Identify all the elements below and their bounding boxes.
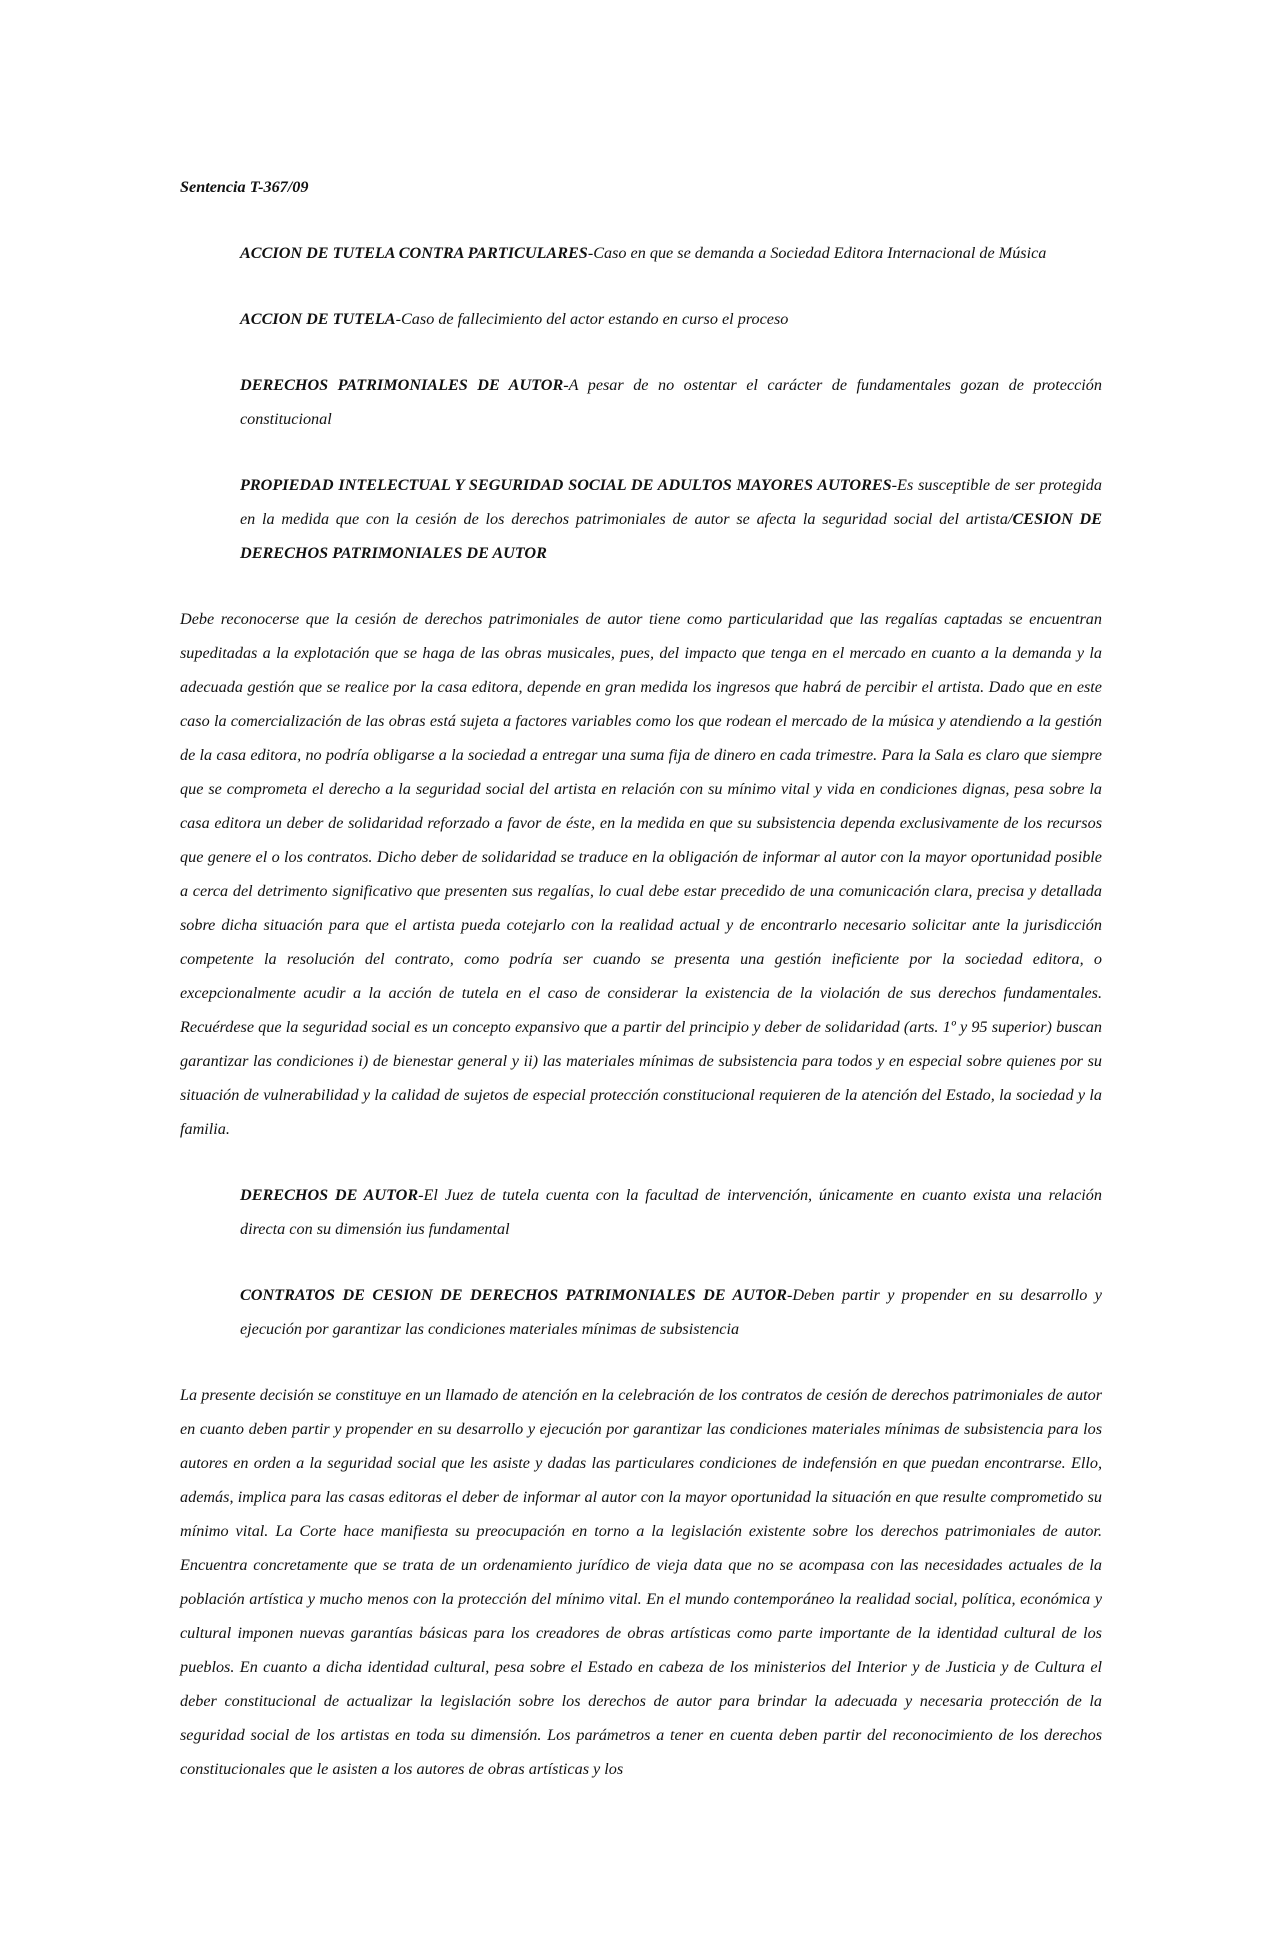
heading-text: -El Juez de tutela cuenta con la facultad de intervención, únicamente en cuanto exista una relación directa con su dimensión ius fundamental	[240, 1186, 1102, 1238]
heading-text: -Es susceptible de ser protegida en la medida que con la cesión de los derechos patrimoniales de autor se afecta la seguridad social del artista/	[240, 476, 1102, 528]
heading-item-1	[240, 236, 1102, 270]
heading-item-2	[240, 302, 1102, 336]
heading-term: ACCION DE TUTELA CONTRA PARTICULARES	[240, 244, 588, 262]
body-paragraph-1: Debe reconocerse que la cesión de derechos patrimoniales de autor tiene como particularidad que las regalías captadas se encuentran supeditadas a la explotación que se haga de las obras musicales, pues, del impacto que tenga en el mercado en cuanto a la demanda y la adecuada gestión que se realice por la casa editora, depende en gran medida los ingresos que habrá de percibir el artista. Dado que en este caso la comercialización de las obras está sujeta a factores variables como los que rodean el mercado de la música y atendiendo a la gestión de la casa editora, no podría obligarse a la sociedad a entregar una suma fija de dinero en cada trimestre. Para la Sala es claro que siempre que se comprometa el derecho a la seguridad social del artista en relación con su mínimo vital y vida en condiciones dignas, pesa sobre la casa editora un deber de solidaridad reforzado a favor de éste, en la medida en que su subsistencia dependa exclusivamente de los recursos que genere el o los contratos. Dicho deber de solidaridad se traduce en la obligación de informar al autor con la mayor oportunidad posible a cerca del detrimento significativo que presenten sus regalías, lo cual debe estar precedido de una comunicación clara, precisa y detallada sobre dicha situación para que el artista pueda cotejarlo con la realidad actual y de encontrarlo necesario solicitar ante la jurisdicción competente la resolución del contrato, como podría ser cuando se presenta una gestión ineficiente por la sociedad editora, o excepcionalmente acudir a la acción de tutela en el caso de considerar la existencia de la violación de sus derechos fundamentales. Recuérdese que la seguridad social es un concepto expansivo que a partir del principio y deber de solidaridad (arts. 1º y 95 superior) buscan garantizar las condiciones i) de bienestar general y ii) las materiales mínimas de subsistencia para todos y en especial sobre quienes por su situación de vulnerabilidad y la calidad de sujetos de especial protección constitucional requieren de la atención del Estado, la sociedad y la familia.	[180, 610, 1102, 1138]
document-page	[180, 170, 1102, 1818]
document-title: Sentencia T-367/09	[180, 178, 309, 196]
heading-term: ACCION DE TUTELA	[240, 310, 396, 328]
heading-term-secondary: CESION DE DERECHOS PATRIMONIALES DE AUTOR	[240, 510, 1103, 562]
heading-item-3	[240, 368, 1102, 436]
heading-term: DERECHOS DE AUTOR	[240, 1186, 419, 1204]
heading-term: DERECHOS PATRIMONIALES DE AUTOR	[240, 376, 564, 394]
heading-item-4	[240, 468, 1102, 570]
heading-item-6	[240, 1278, 1102, 1346]
heading-item-5	[240, 1178, 1102, 1246]
heading-text: -A pesar de no ostentar el carácter de fundamentales gozan de protección constitucional	[240, 376, 1102, 428]
heading-term: CONTRATOS DE CESION DE DERECHOS PATRIMONIALES DE AUTOR	[240, 1286, 787, 1304]
heading-text: -Caso en que se demanda a Sociedad Editora Internacional de Música	[587, 244, 1047, 262]
heading-term: PROPIEDAD INTELECTUAL Y SEGURIDAD SOCIAL DE ADULTOS MAYORES AUTORES	[240, 476, 892, 494]
heading-text: -Deben partir y propender en su desarrollo y ejecución por garantizar las condiciones materiales mínimas de subsistencia	[240, 1286, 1102, 1338]
body-paragraph-2: La presente decisión se constituye en un llamado de atención en la celebración de los contratos de cesión de derechos patrimoniales de autor en cuanto deben partir y propender en su desarrollo y ejecución por garantizar las condiciones materiales mínimas de subsistencia para los autores en orden a la seguridad social que les asiste y dadas las particulares condiciones de indefensión en que puedan encontrarse. Ello, además, implica para las casas editoras el deber de informar al autor con la mayor oportunidad la situación en que resulte comprometido su mínimo vital. La Corte hace manifiesta su preocupación en torno a la legislación existente sobre los derechos patrimoniales de autor. Encuentra concretamente que se trata de un ordenamiento jurídico de vieja data que no se acompasa con las necesidades actuales de la población artística y mucho menos con la protección del mínimo vital. En el mundo contemporáneo la realidad social, política, económica y cultural imponen nuevas garantías básicas para los creadores de obras artísticas como parte importante de la identidad cultural de los pueblos. En cuanto a dicha identidad cultural, pesa sobre el Estado en cabeza de los ministerios del Interior y de Justicia y de Cultura el deber constitucional de actualizar la legislación sobre los derechos de autor para brindar la adecuada y necesaria protección de la seguridad social de los artistas en toda su dimensión. Los parámetros a tener en cuenta deben partir del reconocimiento de los derechos constitucionales que le asisten a los autores de obras artísticas y los	[180, 1386, 1102, 1778]
heading-text: -Caso de fallecimiento del actor estando en curso el proceso	[395, 310, 789, 328]
